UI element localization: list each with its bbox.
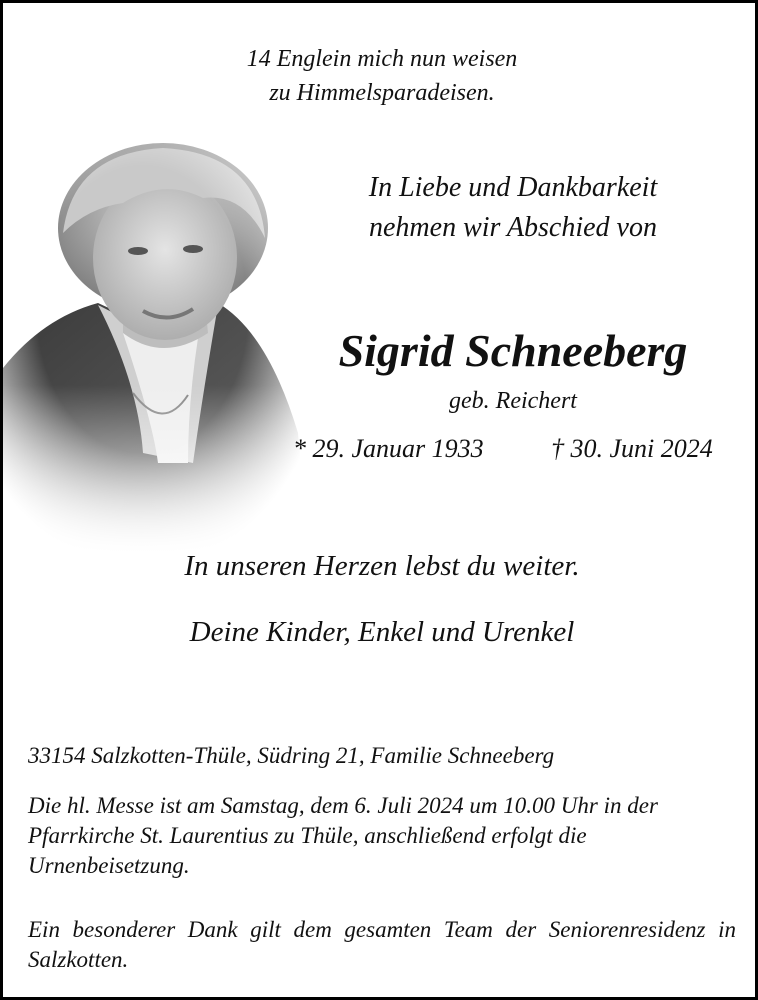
- family-address: 33154 Salzkotten-Thüle, Südring 21, Familie Schneeberg: [28, 743, 555, 768]
- memorial-quote: In unseren Herzen lebst du weiter.: [184, 550, 580, 582]
- family-signature: Deine Kinder, Enkel und Urenkel: [189, 616, 575, 648]
- verse-line-1: 14 Englein mich nun weisen: [246, 46, 518, 72]
- intro-line-2: nehmen wir Abschied von: [369, 212, 657, 243]
- verse-line-2: zu Himmelsparadeisen.: [269, 80, 495, 106]
- maiden-name: geb. Reichert: [449, 388, 577, 414]
- thanks-note: Ein besonderer Dank gilt dem gesamten Team der Seniorenresidenz in Salzkotten.: [28, 917, 736, 972]
- birth-date: * 29. Januar 1933: [293, 434, 484, 463]
- intro-line-1: In Liebe und Dankbarkeit: [368, 172, 658, 203]
- deceased-name: Sigrid Schneeberg: [338, 325, 688, 376]
- portrait-photo: [3, 133, 313, 553]
- mass-information: Die hl. Messe ist am Samstag, dem 6. Juli 2024 um 10.00 Uhr in der Pfarrkirche St. Laurentius zu Thüle, anschließend erfolgt die Urnenbeisetzung.: [28, 793, 658, 878]
- death-date: † 30. Juni 2024: [551, 434, 713, 463]
